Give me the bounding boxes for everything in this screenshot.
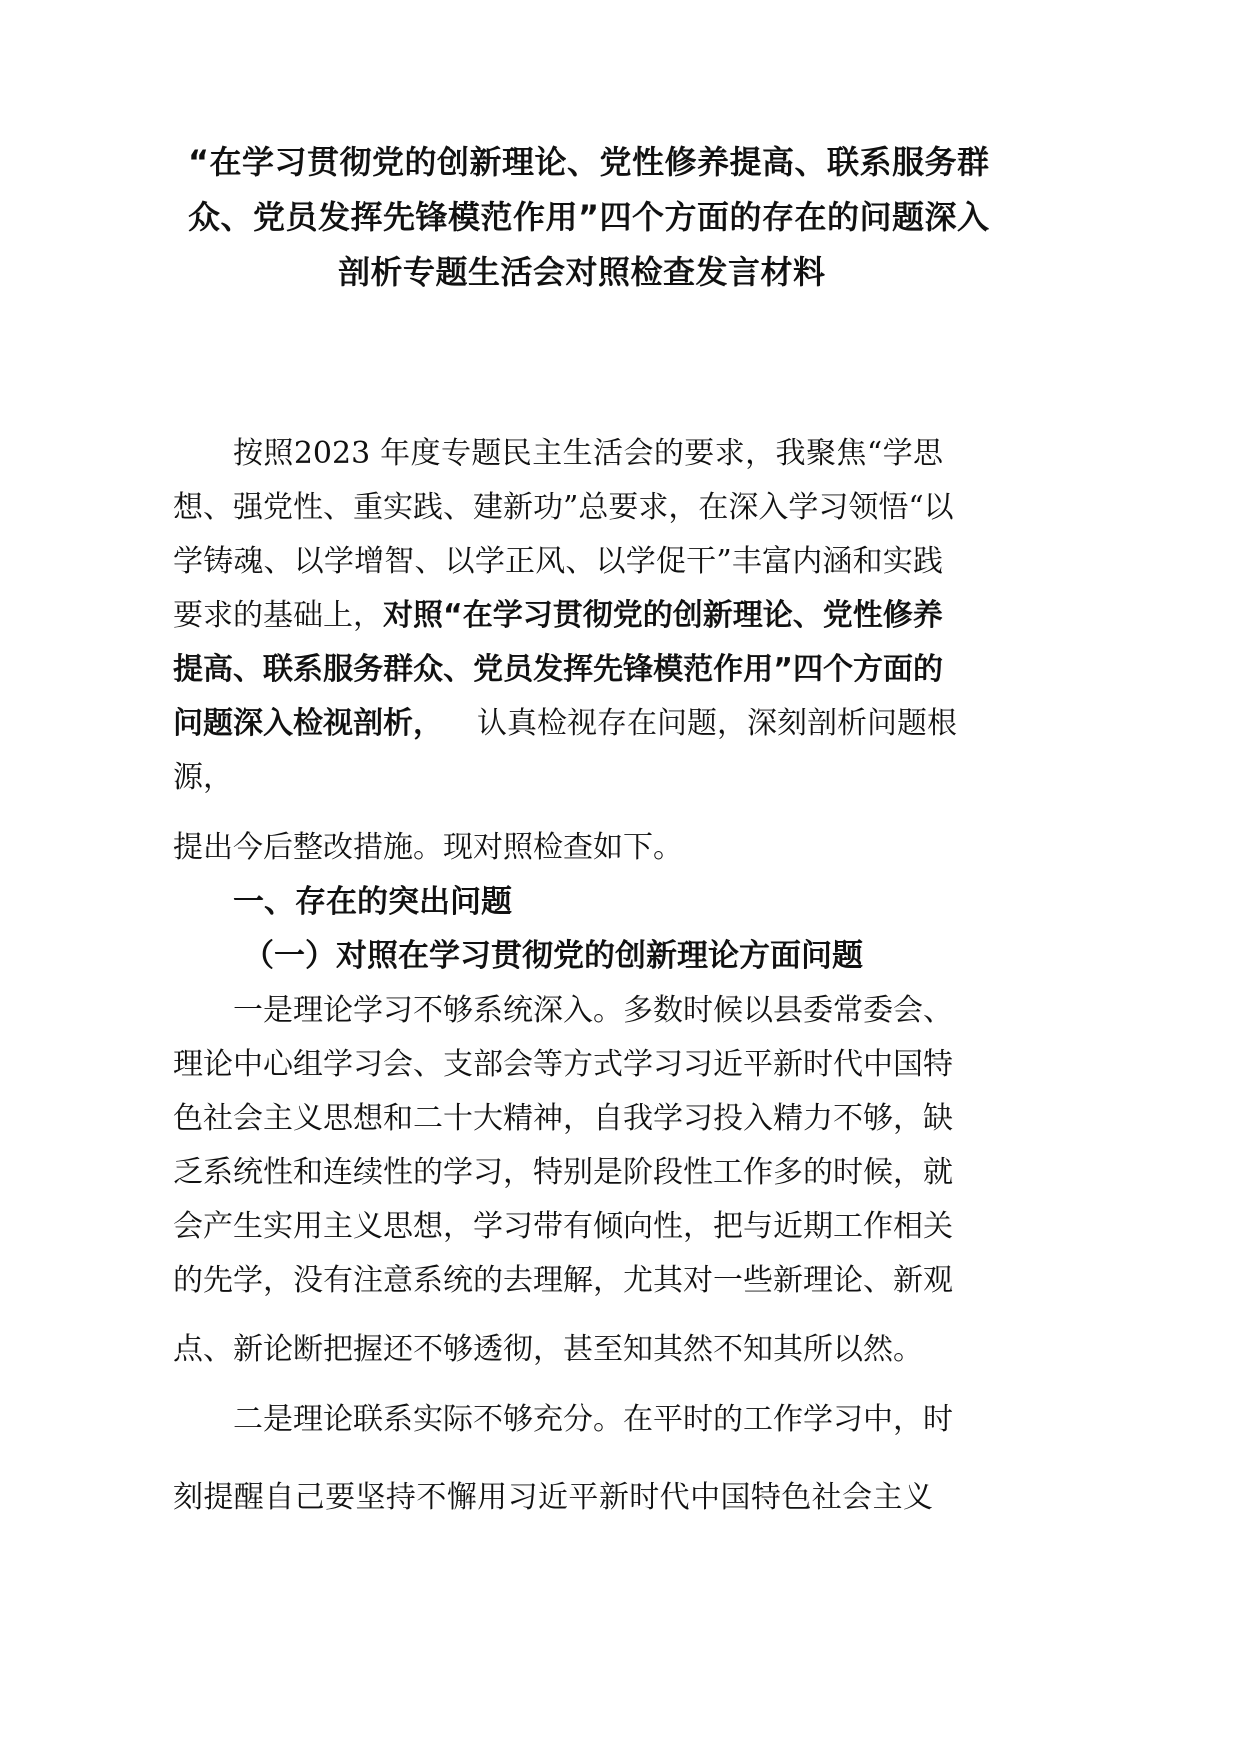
para1-line-7: 点、新论断把握还不够透彻，甚至知其然不知其所以然。 bbox=[173, 1332, 923, 1367]
para1-line-4: 乏系统性和连续性的学习，特别是阶段性工作多的时候，就 bbox=[173, 1155, 953, 1190]
intro-line-4-bold: 对照“在学习贯彻党的创新理论、党性修养 bbox=[383, 598, 943, 633]
para2-line-1: 二是理论联系实际不够充分。在平时的工作学习中，时 bbox=[233, 1402, 953, 1437]
intro-line-2: 想、强党性、重实践、建新功”总要求，在深入学习领悟“以 bbox=[173, 490, 954, 525]
document-title-line-1: “在学习贯彻党的创新理论、党性修养提高、联系服务群 bbox=[188, 143, 990, 181]
intro-line-6-normal: 认真检视存在问题，深刻剖析问题根 bbox=[477, 706, 957, 741]
intro-line-1: 按照2023 年度专题民主生活会的要求，我聚焦“学思 bbox=[233, 436, 943, 471]
para1-line-3: 色社会主义思想和二十大精神，自我学习投入精力不够，缺 bbox=[173, 1101, 953, 1136]
para1-line-5: 会产生实用主义思想，学习带有倾向性，把与近期工作相关 bbox=[173, 1209, 953, 1244]
intro-line-4 bbox=[173, 596, 943, 636]
intro-line-4-normal: 要求的基础上， bbox=[173, 598, 383, 633]
document-title-line-2: 众、党员发挥先锋模范作用”四个方面的存在的问题深入 bbox=[188, 198, 990, 236]
intro-line-8: 提出今后整改措施。现对照检查如下。 bbox=[173, 830, 683, 865]
para1-line-1: 一是理论学习不够系统深入。多数时候以县委常委会、 bbox=[233, 993, 953, 1028]
para2-line-2: 刻提醒自己要坚持不懈用习近平新时代中国特色社会主义 bbox=[173, 1480, 933, 1515]
intro-line-6 bbox=[173, 704, 957, 744]
intro-line-5: 提高、联系服务群众、党员发挥先锋模范作用”四个方面的 bbox=[173, 652, 943, 687]
subsection-heading-1: （一）对照在学习贯彻党的创新理论方面问题 bbox=[243, 938, 863, 974]
para1-line-6: 的先学，没有注意系统的去理解，尤其对一些新理论、新观 bbox=[173, 1263, 953, 1298]
intro-line-7: 源， bbox=[173, 760, 233, 795]
intro-line-3: 学铸魂、以学增智、以学正风、以学促干”丰富内涵和实践 bbox=[173, 544, 943, 579]
section-heading-1: 一、存在的突出问题 bbox=[233, 884, 512, 920]
document-title-line-3: 剖析专题生活会对照检查发言材料 bbox=[338, 253, 826, 291]
intro-line-6-bold: 问题深入检视剖析， bbox=[173, 706, 443, 741]
para1-line-2: 理论中心组学习会、支部会等方式学习习近平新时代中国特 bbox=[173, 1047, 953, 1082]
